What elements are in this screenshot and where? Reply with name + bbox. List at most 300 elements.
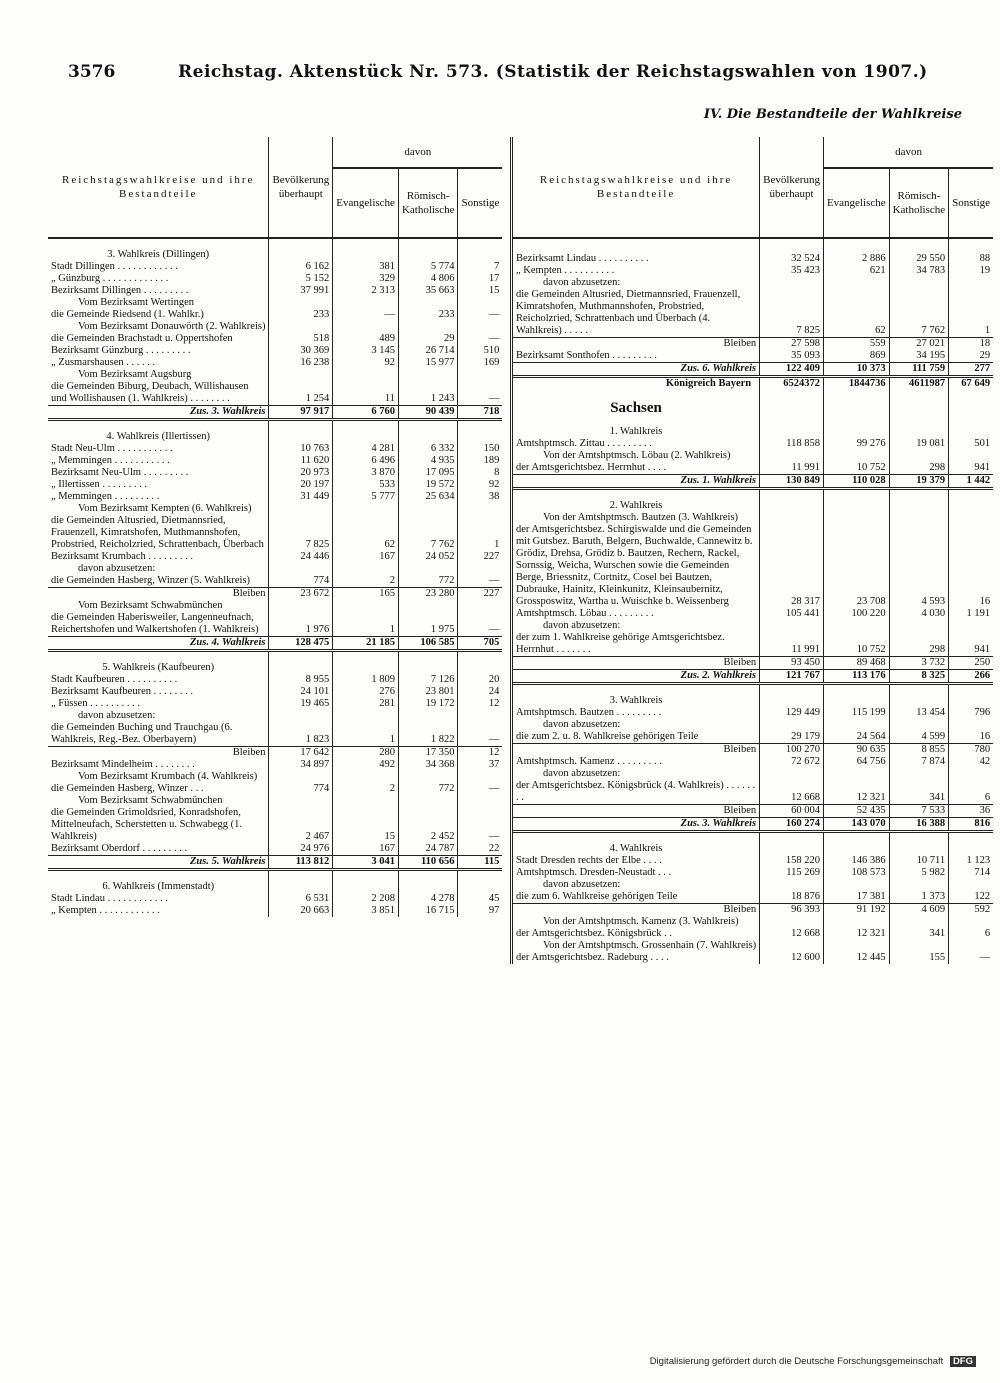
table-row xyxy=(513,512,993,524)
table-row xyxy=(513,904,993,917)
other-cell xyxy=(458,238,502,261)
table-row xyxy=(48,455,502,467)
evangelical-cell xyxy=(333,795,399,807)
catholic-cell xyxy=(889,879,949,891)
row-label: 4. Wahlkreis xyxy=(513,832,760,856)
population-cell: 11 620 xyxy=(269,455,333,467)
other-cell xyxy=(458,369,502,381)
evangelical-cell: 1 809 xyxy=(333,674,399,686)
row-label: die Gemeinden Biburg, Deubach, Willishausen und Wollishausen (1. Wahlkreis) . . . . . . . . xyxy=(48,381,269,406)
evangelical-cell: 90 635 xyxy=(823,744,889,757)
population-cell: 32 524 xyxy=(760,238,824,265)
evangelical-cell: 113 176 xyxy=(823,670,889,684)
row-label: Amtshptmsch. Kamenz . . . . . . . . . xyxy=(513,756,760,768)
catholic-cell: 111 759 xyxy=(889,363,949,377)
other-cell xyxy=(949,768,993,780)
other-cell xyxy=(949,916,993,928)
population-cell xyxy=(760,719,824,731)
other-cell: 1 123 xyxy=(966,855,991,866)
other-cell: 277 xyxy=(949,363,993,377)
other-cell xyxy=(458,420,502,444)
evangelical-cell xyxy=(823,277,889,289)
row-label: die Gemeinden Grimoldsried, Konradshofen, Mittelneufach, Scherstetten u. Schwabegg (1. Wahlkreis) xyxy=(48,807,269,843)
col-header-davon: davon xyxy=(333,137,503,168)
population-cell xyxy=(269,651,333,675)
row-label: Vom Bezirksamt Augsburg xyxy=(48,369,269,381)
row-label: die zum 2. u. 8. Wahlkreise gehörigen Teile xyxy=(513,731,760,744)
row-label: davon abzusetzen: xyxy=(48,710,269,722)
population-cell: 27 598 xyxy=(760,338,824,351)
row-label: Bleiben xyxy=(513,338,760,351)
evangelical-cell: 146 386 xyxy=(823,855,889,867)
population-cell xyxy=(269,563,333,575)
population-cell: 1 976 xyxy=(269,612,333,637)
row-label: der Amtsgerichtsbez. Königsbrück . . xyxy=(513,928,760,940)
population-cell: 129 449 xyxy=(760,707,824,719)
other-cell: 1 191 xyxy=(966,608,991,619)
evangelical-cell: 17 381 xyxy=(823,891,889,904)
row-label: „ Illertissen . . . . . . . . . xyxy=(48,479,269,491)
row-label: die zum 6. Wahlkreise gehörigen Teile xyxy=(513,891,760,904)
table-row xyxy=(48,467,502,479)
catholic-cell: 23 801 xyxy=(398,686,458,698)
table-row xyxy=(48,698,502,710)
population-cell: 518 xyxy=(269,333,333,345)
row-label: Vom Bezirksamt Kempten (6. Wahlkreis) xyxy=(48,503,269,515)
evangelical-cell xyxy=(823,512,889,524)
right-table xyxy=(513,137,993,964)
col-header-name: Reichstagswahlkreise und ihre Bestandteile xyxy=(513,137,760,238)
other-cell xyxy=(458,503,502,515)
other-cell: 92 xyxy=(488,479,500,490)
evangelical-cell: 167 xyxy=(333,843,399,856)
row-label: Vom Bezirksamt Wertingen xyxy=(48,297,269,309)
table-row xyxy=(513,855,993,867)
population-cell: 11 991 xyxy=(760,632,824,657)
catholic-cell: 17 350 xyxy=(398,747,458,760)
evangelical-cell: 10 752 xyxy=(823,462,889,475)
evangelical-cell: 2 313 xyxy=(333,285,399,297)
table-row xyxy=(513,265,993,277)
catholic-cell xyxy=(398,420,458,444)
footer-text: Digitalisierung gefördert durch die Deutsche Forschungsgemeinschaft xyxy=(649,1356,944,1367)
table-row xyxy=(513,832,993,856)
table-row xyxy=(48,285,502,297)
catholic-cell xyxy=(889,450,949,462)
other-cell: 7 xyxy=(494,261,500,272)
table-row xyxy=(48,238,502,261)
other-cell xyxy=(949,719,993,731)
row-label: Von der Amtshptmsch. Löbau (2. Wahlkreis) xyxy=(513,450,760,462)
catholic-cell: 19 379 xyxy=(889,475,949,489)
right-table-body xyxy=(513,238,993,964)
row-label: „ Memmingen . . . . . . . . . xyxy=(48,491,269,503)
population-cell: 12 668 xyxy=(760,928,824,940)
catholic-cell xyxy=(889,512,949,524)
other-cell: 816 xyxy=(949,818,993,832)
table-row xyxy=(48,893,502,905)
row-label: Von der Amtshptmsch. Bautzen (3. Wahlkreis) xyxy=(513,512,760,524)
evangelical-cell: 3 851 xyxy=(333,905,399,917)
population-cell: 93 450 xyxy=(760,657,824,670)
population-cell xyxy=(760,450,824,462)
table-row xyxy=(48,297,502,309)
other-cell xyxy=(949,416,993,438)
catholic-cell: 34 195 xyxy=(889,350,949,363)
evangelical-cell: 1 xyxy=(333,612,399,637)
evangelical-cell: 4 281 xyxy=(333,443,399,455)
population-cell: 20 197 xyxy=(269,479,333,491)
table-row xyxy=(513,916,993,928)
population-cell xyxy=(760,832,824,856)
table-row xyxy=(513,390,993,416)
evangelical-cell: 62 xyxy=(823,289,889,338)
catholic-cell xyxy=(889,489,949,513)
table-row xyxy=(48,321,502,333)
table-row xyxy=(513,805,993,818)
row-label: Zus. 2. Wahlkreis xyxy=(513,670,760,684)
catholic-cell xyxy=(889,940,949,952)
population-cell: 30 369 xyxy=(269,345,333,357)
evangelical-cell: 381 xyxy=(333,261,399,273)
other-cell xyxy=(949,489,993,513)
table-row xyxy=(513,438,993,450)
evangelical-cell: 10 373 xyxy=(823,363,889,377)
other-cell: 150 xyxy=(483,443,500,454)
other-cell xyxy=(949,512,993,524)
catholic-cell xyxy=(398,369,458,381)
catholic-cell: 1 822 xyxy=(398,722,458,747)
population-cell xyxy=(760,684,824,708)
population-cell: 11 991 xyxy=(760,462,824,475)
col-header-evangelical: Evangelische xyxy=(333,168,399,238)
table-row xyxy=(48,686,502,698)
table-row xyxy=(513,338,993,351)
other-cell: 189 xyxy=(483,455,500,466)
other-cell xyxy=(949,450,993,462)
catholic-cell xyxy=(398,870,458,894)
other-cell xyxy=(458,710,502,722)
row-label: Bezirksamt Oberdorf . . . . . . . . . xyxy=(48,843,269,856)
evangelical-cell: 281 xyxy=(333,698,399,710)
other-cell: — xyxy=(488,333,500,344)
table-row xyxy=(513,238,993,265)
table-row xyxy=(48,406,502,420)
row-label: davon abzusetzen: xyxy=(513,879,760,891)
row-label: die Gemeinde Riedsend (1. Wahlkr.) xyxy=(48,309,269,321)
row-label: die Gemeinden Hasberg, Winzer . . . xyxy=(48,783,269,795)
other-cell xyxy=(458,297,502,309)
evangelical-cell: 5 777 xyxy=(333,491,399,503)
table-row xyxy=(48,600,502,612)
other-cell: 20 xyxy=(488,674,500,685)
left-table-body xyxy=(48,238,502,917)
other-cell xyxy=(458,771,502,783)
table-row xyxy=(513,891,993,904)
evangelical-cell: 99 276 xyxy=(823,438,889,450)
evangelical-cell xyxy=(823,390,889,416)
table-row xyxy=(513,952,993,964)
row-label: Bezirksamt Kaufbeuren . . . . . . . . xyxy=(48,686,269,698)
population-cell: 128 475 xyxy=(269,637,333,651)
other-cell xyxy=(458,563,502,575)
col-header-catholic: Römisch-Katholische xyxy=(889,168,949,238)
catholic-cell: 772 xyxy=(398,783,458,795)
evangelical-cell: 10 752 xyxy=(823,632,889,657)
other-cell: 714 xyxy=(974,867,991,878)
row-label: Bleiben xyxy=(513,904,760,917)
catholic-cell xyxy=(889,768,949,780)
other-cell xyxy=(949,390,993,416)
row-label: Zus. 4. Wahlkreis xyxy=(48,637,269,651)
evangelical-cell: 2 xyxy=(333,783,399,795)
evangelical-cell: 276 xyxy=(333,686,399,698)
table-row xyxy=(513,489,993,513)
table-row xyxy=(513,818,993,832)
catholic-cell: 6 332 xyxy=(398,443,458,455)
table-row xyxy=(513,670,993,684)
row-label: Stadt Neu-Ulm . . . . . . . . . . . xyxy=(48,443,269,455)
evangelical-cell: 62 xyxy=(333,515,399,551)
population-cell: 31 449 xyxy=(269,491,333,503)
catholic-cell: 233 xyxy=(398,309,458,321)
other-cell: 1 xyxy=(984,325,991,336)
other-cell: 941 xyxy=(974,462,991,473)
other-cell xyxy=(949,277,993,289)
row-label: „ Zusmarshausen . . . . . . xyxy=(48,357,269,369)
other-cell xyxy=(458,321,502,333)
evangelical-cell xyxy=(823,620,889,632)
catholic-cell: 772 xyxy=(398,575,458,588)
catholic-cell: 2 452 xyxy=(398,807,458,843)
population-cell: 96 393 xyxy=(760,904,824,917)
population-cell: 24 446 xyxy=(269,551,333,563)
other-cell xyxy=(458,651,502,675)
right-table-column xyxy=(510,137,991,964)
table-row xyxy=(48,783,502,795)
evangelical-cell: 1844736 xyxy=(823,377,889,391)
row-label: davon abzusetzen: xyxy=(513,768,760,780)
other-cell: 19 xyxy=(979,265,991,276)
row-label: 3. Wahlkreis (Dillingen) xyxy=(48,238,269,261)
table-row xyxy=(48,747,502,760)
catholic-cell: 7 533 xyxy=(889,805,949,818)
population-cell xyxy=(760,416,824,438)
population-cell: 19 465 xyxy=(269,698,333,710)
table-row xyxy=(48,309,502,321)
catholic-cell: 110 656 xyxy=(398,856,458,870)
population-cell: 6 531 xyxy=(269,893,333,905)
row-label: „ Memmingen . . . . . . . . . . . xyxy=(48,455,269,467)
population-cell: 37 991 xyxy=(269,285,333,297)
evangelical-cell: 110 028 xyxy=(823,475,889,489)
evangelical-cell: 23 708 xyxy=(823,524,889,608)
table-row xyxy=(513,756,993,768)
col-header-population: Bevölkerung überhaupt xyxy=(760,137,824,238)
table-row xyxy=(48,637,502,651)
table-row xyxy=(513,879,993,891)
col-header-catholic: Römisch-Katholische xyxy=(398,168,458,238)
other-cell: 88 xyxy=(979,253,991,264)
evangelical-cell xyxy=(333,503,399,515)
row-label: Vom Bezirksamt Schwabmünchen xyxy=(48,600,269,612)
evangelical-cell xyxy=(823,684,889,708)
other-cell: 115 xyxy=(458,856,502,870)
row-label: Zus. 6. Wahlkreis xyxy=(513,363,760,377)
other-cell xyxy=(458,870,502,894)
catholic-cell: 7 762 xyxy=(398,515,458,551)
population-cell: 5 152 xyxy=(269,273,333,285)
other-cell xyxy=(949,620,993,632)
population-cell: 10 763 xyxy=(269,443,333,455)
row-label: der zum 1. Wahlkreise gehörige Amtsgerichtsbez. Herrnhut . . . . . . . xyxy=(513,632,760,657)
other-cell xyxy=(949,832,993,856)
catholic-cell: 4 599 xyxy=(889,731,949,744)
other-cell: 266 xyxy=(949,670,993,684)
population-cell: 97 917 xyxy=(269,406,333,420)
row-label: 4. Wahlkreis (Illertissen) xyxy=(48,420,269,444)
evangelical-cell xyxy=(823,832,889,856)
row-label: die Gemeinden Altusried, Dietmannsried, Frauenzell, Kimratshofen, Muthmannshofen, Probstried, Reicholzried, Schrattenbach und Überbach (4. Wahlkreis) . . . . . xyxy=(513,289,760,338)
other-cell: 227 xyxy=(483,551,500,562)
table-row xyxy=(513,416,993,438)
other-cell: — xyxy=(488,309,500,320)
evangelical-cell xyxy=(333,600,399,612)
evangelical-cell: 3 041 xyxy=(333,856,399,870)
row-label: „ Kempten . . . . . . . . . . . . xyxy=(48,905,269,917)
table-row xyxy=(48,870,502,894)
population-cell xyxy=(760,940,824,952)
col-header-name: Reichstagswahlkreise und ihre Bestandteile xyxy=(48,137,269,238)
other-cell: 780 xyxy=(949,744,993,757)
other-cell: 941 xyxy=(974,644,991,655)
population-cell: 122 409 xyxy=(760,363,824,377)
other-cell xyxy=(949,940,993,952)
population-cell: 35 423 xyxy=(760,265,824,277)
evangelical-cell: 3 870 xyxy=(333,467,399,479)
table-row xyxy=(48,612,502,637)
population-cell: 7 825 xyxy=(760,289,824,338)
footer xyxy=(650,1356,976,1367)
table-row xyxy=(48,369,502,381)
col-header-other: Sonstige xyxy=(458,168,502,238)
page-title: Reichstag. Aktenstück Nr. 573. (Statistik der Reichstagswahlen von 1907.) xyxy=(178,62,928,82)
evangelical-cell: 165 xyxy=(333,588,399,601)
evangelical-cell xyxy=(333,710,399,722)
row-label: die Gemeinden Haberisweiler, Langenneufnach, Reichertshofen und Walkertshofen (1. Wahlkreis) xyxy=(48,612,269,637)
catholic-cell: 4 935 xyxy=(398,455,458,467)
catholic-cell: 8 855 xyxy=(889,744,949,757)
evangelical-cell xyxy=(333,771,399,783)
evangelical-cell: 167 xyxy=(333,551,399,563)
population-cell xyxy=(760,390,824,416)
row-label: 2. Wahlkreis xyxy=(513,489,760,513)
other-cell: 705 xyxy=(458,637,502,651)
catholic-cell: 3 732 xyxy=(889,657,949,670)
catholic-cell: 341 xyxy=(889,928,949,940)
catholic-cell: 4 806 xyxy=(398,273,458,285)
population-cell xyxy=(269,238,333,261)
other-cell: 122 xyxy=(974,891,991,902)
table-row xyxy=(513,524,993,608)
table-row xyxy=(513,475,993,489)
table-row xyxy=(48,722,502,747)
evangelical-cell: 492 xyxy=(333,759,399,771)
catholic-cell: 7 762 xyxy=(889,289,949,338)
col-header-population: Bevölkerung überhaupt xyxy=(269,137,333,238)
other-cell: 97 xyxy=(488,905,500,916)
other-cell: 1 xyxy=(494,539,500,550)
population-cell: 1 823 xyxy=(269,722,333,747)
table-row xyxy=(513,462,993,475)
catholic-cell xyxy=(889,684,949,708)
evangelical-cell: 12 321 xyxy=(823,928,889,940)
catholic-cell: 29 xyxy=(398,333,458,345)
other-cell: 36 xyxy=(949,805,993,818)
population-cell: 6 162 xyxy=(269,261,333,273)
population-cell: 8 955 xyxy=(269,674,333,686)
row-label: Sachsen xyxy=(513,390,760,416)
evangelical-cell: 143 070 xyxy=(823,818,889,832)
row-label: Bleiben xyxy=(48,588,269,601)
table-row xyxy=(48,843,502,856)
population-cell xyxy=(269,771,333,783)
other-cell: — xyxy=(488,393,500,404)
evangelical-cell xyxy=(823,489,889,513)
catholic-cell xyxy=(398,563,458,575)
population-cell: 29 179 xyxy=(760,731,824,744)
evangelical-cell xyxy=(823,416,889,438)
catholic-cell: 27 021 xyxy=(889,338,949,351)
row-label: Bezirksamt Neu-Ulm . . . . . . . . . xyxy=(48,467,269,479)
catholic-cell xyxy=(398,771,458,783)
other-cell: 250 xyxy=(949,657,993,670)
table-row xyxy=(48,575,502,588)
row-label: Von der Amtshptmsch. Grossenhain (7. Wahlkreis) xyxy=(513,940,760,952)
catholic-cell xyxy=(889,719,949,731)
evangelical-cell: 6 760 xyxy=(333,406,399,420)
table-row xyxy=(513,363,993,377)
catholic-cell xyxy=(398,238,458,261)
population-cell: 16 238 xyxy=(269,357,333,369)
population-cell: 12 668 xyxy=(760,780,824,805)
catholic-cell: 26 714 xyxy=(398,345,458,357)
catholic-cell: 7 126 xyxy=(398,674,458,686)
other-cell: 501 xyxy=(974,438,991,449)
catholic-cell: 13 454 xyxy=(889,707,949,719)
other-cell xyxy=(949,879,993,891)
col-header-other: Sonstige xyxy=(949,168,993,238)
evangelical-cell: 280 xyxy=(333,747,399,760)
row-label: Amtshptmsch. Bautzen . . . . . . . . . xyxy=(513,707,760,719)
catholic-cell xyxy=(398,503,458,515)
evangelical-cell xyxy=(333,369,399,381)
row-label: davon abzusetzen: xyxy=(48,563,269,575)
evangelical-cell xyxy=(823,768,889,780)
other-cell: 592 xyxy=(949,904,993,917)
evangelical-cell: 92 xyxy=(333,357,399,369)
table-row xyxy=(48,479,502,491)
row-label: „ Kempten . . . . . . . . . . xyxy=(513,265,760,277)
row-label: Bleiben xyxy=(48,747,269,760)
population-cell: 130 849 xyxy=(760,475,824,489)
table-row xyxy=(513,684,993,708)
catholic-cell: 155 xyxy=(889,952,949,964)
catholic-cell: 15 977 xyxy=(398,357,458,369)
population-cell xyxy=(269,795,333,807)
row-label: Vom Bezirksamt Donauwörth (2. Wahlkreis) xyxy=(48,321,269,333)
population-cell xyxy=(269,503,333,515)
